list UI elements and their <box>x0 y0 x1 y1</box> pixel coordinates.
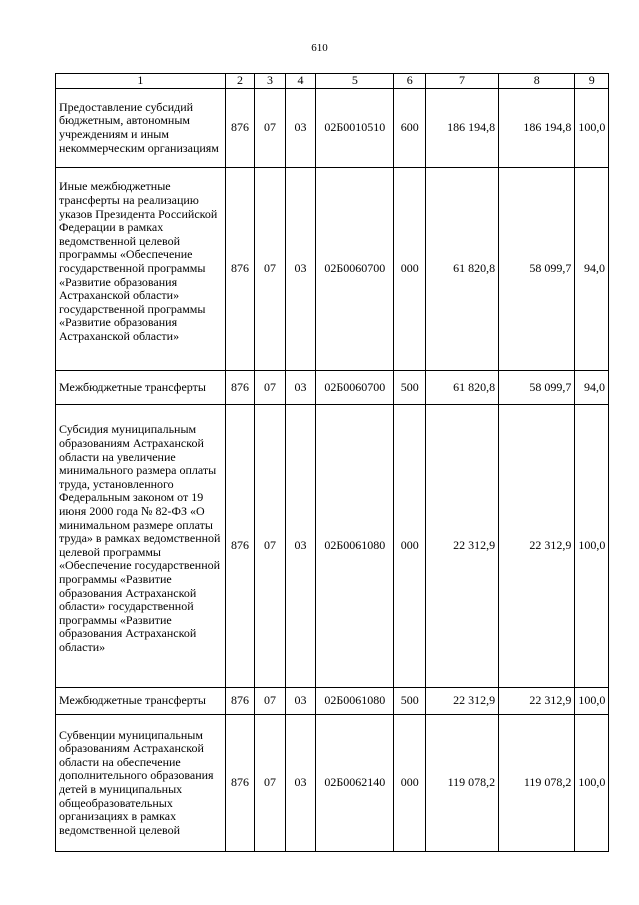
header-row <box>56 74 609 89</box>
col-header-1: 1 <box>56 74 226 89</box>
row-name: Межбюджетные трансферты <box>56 688 226 715</box>
table-row <box>56 688 609 715</box>
cell-subsection: 03 <box>285 89 315 168</box>
cell-planned: 61 820,8 <box>425 371 498 405</box>
table-row <box>56 89 609 168</box>
cell-subsection: 03 <box>285 715 315 852</box>
cell-percent: 100,0 <box>575 688 609 715</box>
cell-subsection: 03 <box>285 405 315 688</box>
cell-planned: 119 078,2 <box>425 715 498 852</box>
cell-percent: 100,0 <box>575 89 609 168</box>
budget-table <box>55 73 609 852</box>
cell-ministry: 876 <box>225 168 254 371</box>
cell-expense-type: 500 <box>394 688 426 715</box>
cell-expense-type: 600 <box>394 89 426 168</box>
table-row <box>56 715 609 852</box>
row-name: Субсидия муниципальным образованиям Астраханской области на увеличение минимального размера оплаты труда, установленного Федеральным законом от 19 июня 2000 года № 82-ФЗ «О минимальном размере оплаты труда» в рамках ведомственной целевой программы «Обеспечение государственной программы «Развитие образования Астраханской области» государственной программы «Развитие образования Астраханской области» <box>56 405 226 688</box>
row-name: Иные межбюджетные трансферты на реализацию указов Президента Российской Федерации в рамках ведомственной целевой программы «Обеспечение государственной программы «Развитие образования Астраханской области» государственной программы «Развитие образования Астраханской области» <box>56 168 226 371</box>
cell-percent: 100,0 <box>575 405 609 688</box>
cell-section: 07 <box>255 688 285 715</box>
col-header-2: 2 <box>225 74 254 89</box>
table-row <box>56 168 609 371</box>
cell-ministry: 876 <box>225 715 254 852</box>
cell-ministry: 876 <box>225 371 254 405</box>
cell-expense-type: 500 <box>394 371 426 405</box>
cell-ministry: 876 <box>225 89 254 168</box>
cell-planned: 22 312,9 <box>425 405 498 688</box>
cell-executed: 58 099,7 <box>499 371 575 405</box>
cell-section: 07 <box>255 89 285 168</box>
cell-executed: 119 078,2 <box>499 715 575 852</box>
cell-executed: 58 099,7 <box>499 168 575 371</box>
col-header-6: 6 <box>394 74 426 89</box>
cell-percent: 100,0 <box>575 715 609 852</box>
page-number: 610 <box>311 42 328 54</box>
cell-planned: 61 820,8 <box>425 168 498 371</box>
cell-expense-type: 000 <box>394 715 426 852</box>
cell-planned: 22 312,9 <box>425 688 498 715</box>
cell-expense-type: 000 <box>394 405 426 688</box>
cell-executed: 22 312,9 <box>499 405 575 688</box>
col-header-4: 4 <box>285 74 315 89</box>
cell-target-article: 02Б0060700 <box>316 371 394 405</box>
cell-section: 07 <box>255 715 285 852</box>
col-header-5: 5 <box>316 74 394 89</box>
cell-target-article: 02Б0061080 <box>316 405 394 688</box>
cell-subsection: 03 <box>285 688 315 715</box>
cell-section: 07 <box>255 371 285 405</box>
table-row <box>56 371 609 405</box>
cell-target-article: 02Б0010510 <box>316 89 394 168</box>
cell-executed: 22 312,9 <box>499 688 575 715</box>
cell-percent: 94,0 <box>575 371 609 405</box>
cell-subsection: 03 <box>285 371 315 405</box>
cell-section: 07 <box>255 405 285 688</box>
cell-ministry: 876 <box>225 688 254 715</box>
cell-target-article: 02Б0061080 <box>316 688 394 715</box>
row-name: Субвенции муниципальным образованиям Астраханской области на обеспечение дополнительного образования детей в муниципальных общеобразовательных организациях в рамках ведомственной целевой <box>56 715 226 852</box>
row-name: Предоставление субсидий бюджетным, автономным учреждениям и иным некоммерческим организациям <box>56 89 226 168</box>
cell-subsection: 03 <box>285 168 315 371</box>
table-row <box>56 405 609 688</box>
row-name: Межбюджетные трансферты <box>56 371 226 405</box>
cell-executed: 186 194,8 <box>499 89 575 168</box>
cell-target-article: 02Б0062140 <box>316 715 394 852</box>
cell-ministry: 876 <box>225 405 254 688</box>
col-header-9: 9 <box>575 74 609 89</box>
cell-expense-type: 000 <box>394 168 426 371</box>
col-header-3: 3 <box>255 74 285 89</box>
col-header-7: 7 <box>425 74 498 89</box>
cell-percent: 94,0 <box>575 168 609 371</box>
cell-section: 07 <box>255 168 285 371</box>
cell-planned: 186 194,8 <box>425 89 498 168</box>
cell-target-article: 02Б0060700 <box>316 168 394 371</box>
col-header-8: 8 <box>499 74 575 89</box>
